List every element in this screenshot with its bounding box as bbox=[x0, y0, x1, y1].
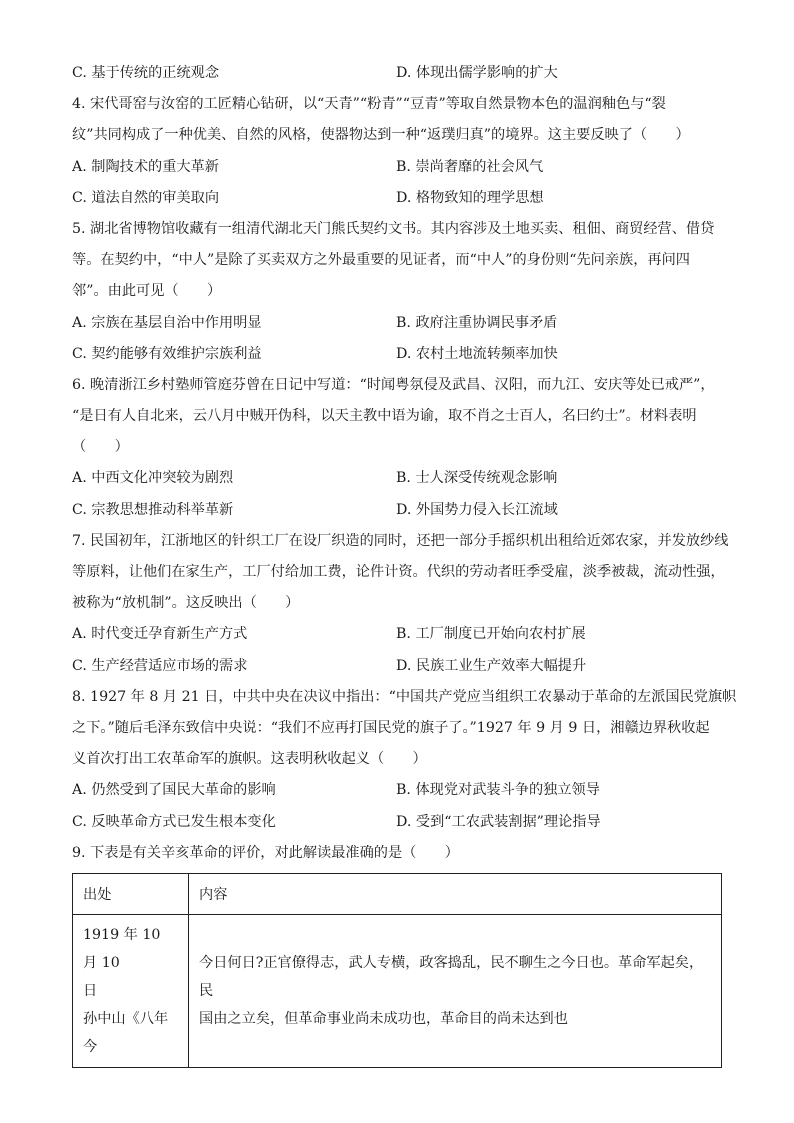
option-a: A. 仍然受到了国民大革命的影响 bbox=[72, 782, 276, 799]
question-stem-line: 6. 晚清浙江乡村塾师管庭芬曾在日记中写道：“时闻粤氛侵及武昌、汉阳，而九江、安庆等处已戒严”， bbox=[72, 376, 715, 393]
option-a: A. 制陶技术的重大革新 bbox=[72, 158, 219, 175]
table-row bbox=[73, 914, 722, 1067]
question-stem-line: 邻”。由此可见（ ） bbox=[72, 283, 222, 300]
option-d: D. 受到“工农武装割据”理论指导 bbox=[396, 813, 601, 830]
table-header-row bbox=[73, 873, 722, 914]
prev-question-options bbox=[72, 58, 722, 89]
option-a: A. 宗族在基层自治中作用明显 bbox=[72, 314, 262, 331]
options-row bbox=[72, 339, 722, 370]
exam-page bbox=[72, 58, 737, 1068]
option-d: D. 民族工业生产效率大幅提升 bbox=[396, 657, 587, 674]
option-b: B. 体现党对武装斗争的独立领导 bbox=[396, 782, 600, 799]
question-stem-line: 7. 民国初年，江浙地区的针织工厂在设厂织造的同时，还把一部分手摇织机出租给近郊农家，并发放纱线 bbox=[72, 532, 729, 549]
question-8 bbox=[72, 682, 737, 838]
question-stem-line: 义首次打出工农革命军的旗帜。这表明秋收起义（ ） bbox=[72, 751, 427, 768]
options-row bbox=[72, 183, 722, 214]
question-stem-line: 4. 宋代哥窑与汝窑的工匠精心钻研，以“天青”“粉青”“豆青”等取自然景物本色的温润釉色与“裂 bbox=[72, 96, 666, 113]
options-row bbox=[72, 807, 722, 838]
options-row bbox=[72, 152, 722, 183]
question-stem-line: 等原料，让他们在家生产，工厂付给加工费，论件计资。代织的劳动者旺季受雇，淡季被裁，流动性强， bbox=[72, 564, 725, 580]
question-stem-line: 等。在契约中，“中人”是除了买卖双方之外最重要的见证者，而“中人”的身份则“先问亲族，再问四 bbox=[72, 252, 690, 269]
option-c: C. 契约能够有效维护宗族利益 bbox=[72, 345, 262, 362]
content-line: 今日何日?正官僚得志，武人专横，政客捣乱，民不聊生之今日也。革命军起矣，民 bbox=[199, 954, 704, 999]
option-c: C. 宗教思想推动科举革新 bbox=[72, 501, 234, 518]
question-stem-line: 9. 下表是有关辛亥革命的评价，对此解读最准确的是（ ） bbox=[72, 844, 459, 861]
question-5 bbox=[72, 214, 722, 370]
question-stem-line: 纹”共同构成了一种优美、自然的风格，使器物达到一种“返璞归真”的境界。这主要反映了（ ） bbox=[72, 127, 690, 144]
question-stem-line: “是日有人自北来，云八月中贼开伪科，以天主教中语为谕，取不肖之士百人，名曰约士”。材料表明 bbox=[72, 408, 697, 425]
option-c: C. 生产经营适应市场的需求 bbox=[72, 657, 248, 674]
option-b: B. 士人深受传统观念影响 bbox=[396, 470, 558, 487]
option-c: C. 道法自然的审美取向 bbox=[72, 189, 220, 206]
option-b: B. 工厂制度已开始向农村扩展 bbox=[396, 626, 586, 643]
question-4 bbox=[72, 89, 722, 214]
content-line: 国由之立矣，但革命事业尚未成功也，革命目的尚未达到也 bbox=[199, 1010, 568, 1027]
option-c: C. 反映革命方式已发生根本变化 bbox=[72, 813, 276, 830]
source-cell bbox=[73, 914, 189, 1067]
question-stem-line: （ ） bbox=[72, 439, 129, 456]
question-stem-line: 之下。”随后毛泽东致信中央说：“我们不应再打国民党的旗子了。”1927 年 9 月 9 日，湘赣边界秋收起 bbox=[72, 719, 710, 736]
column-header-source: 出处 bbox=[73, 873, 189, 914]
question-6 bbox=[72, 370, 722, 526]
option-a: A. 中西文化冲突较为剧烈 bbox=[72, 470, 234, 487]
option-d: D. 体现出儒学影响的扩大 bbox=[396, 65, 558, 81]
source-line: 孙中山《八年今 bbox=[83, 1010, 169, 1055]
option-d: D. 格物致知的理学思想 bbox=[396, 189, 544, 206]
content-cell bbox=[189, 914, 722, 1067]
column-header-content: 内容 bbox=[189, 873, 722, 914]
option-c: C. 基于传统的正统观念 bbox=[72, 65, 220, 81]
options-row bbox=[72, 775, 722, 806]
option-b: B. 政府注重协调民事矛盾 bbox=[396, 314, 558, 331]
question-7 bbox=[72, 526, 729, 682]
source-line: 1919 年 10 月 10 bbox=[83, 926, 161, 971]
options-row bbox=[72, 495, 722, 526]
question-stem-line: 8. 1927 年 8 月 21 日，中共中央在决议中指出：“中国共产党应当组织工农暴动于革命的左派国民党旗帜 bbox=[72, 688, 737, 705]
option-d: D. 外国势力侵入长江流域 bbox=[396, 501, 558, 518]
options-row bbox=[72, 308, 722, 339]
question-stem-line: 5. 湖北省博物馆收藏有一组清代湖北天门熊氏契约文书。其内容涉及土地买卖、租佃、商贸经营、借贷 bbox=[72, 220, 715, 237]
option-b: B. 崇尚奢靡的社会风气 bbox=[396, 158, 544, 175]
option-d: D. 农村土地流转频率加快 bbox=[396, 345, 558, 362]
options-row bbox=[72, 619, 722, 650]
question-9 bbox=[72, 838, 722, 1068]
option-a: A. 时代变迁孕育新生产方式 bbox=[72, 626, 248, 643]
source-line: 日 bbox=[83, 982, 98, 999]
source-table bbox=[72, 873, 722, 1068]
question-stem-line: 被称为“放机制”。这反映出（ ） bbox=[72, 595, 300, 612]
options-row bbox=[72, 463, 722, 494]
options-row bbox=[72, 651, 722, 682]
